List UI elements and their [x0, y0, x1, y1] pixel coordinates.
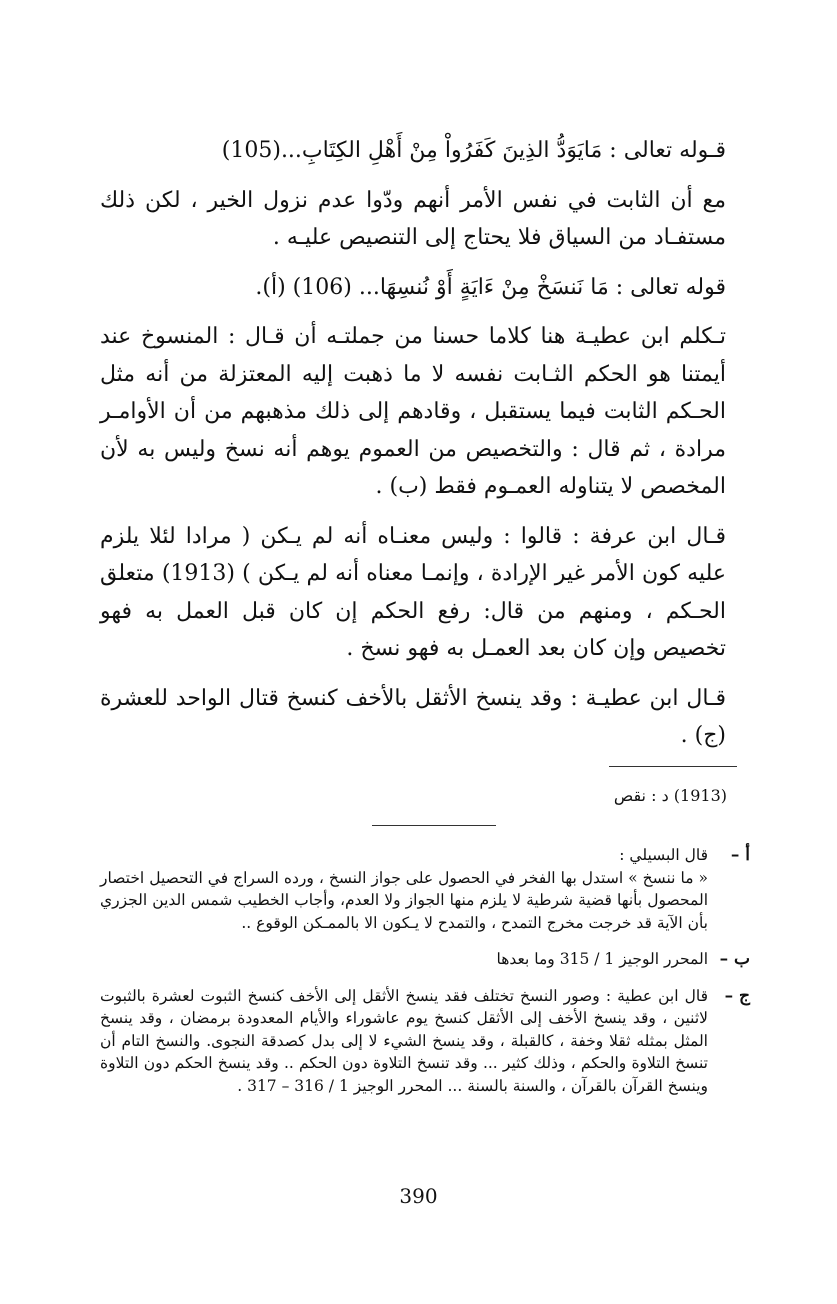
page-number: 390	[399, 1184, 438, 1208]
note-c	[100, 985, 750, 1098]
note-mark: أ –	[730, 845, 750, 865]
note-mark: ب –	[719, 949, 750, 969]
note-line: « ما ننسخ » استدل بها الفخر في الحصول على جواز النسخ ، ورده السراج في التحصيل اختصار المحصول بأنها قضية شرطية لا يلزم منها الجواز ولا العدم، وأجاب الخطيب شمس الدين الجزري بأن الآية قد خرجت مخرج التمدح ، والتمدح لا يـكون الا بالممـكن الوقوع ..	[100, 868, 708, 932]
note-body	[100, 948, 708, 971]
footnote-separator	[609, 766, 737, 767]
paragraph-ibn-arafa: قـال ابن عرفة : قالوا : وليس معنـاه أنه لم يـكن ( مرادا لئلا يلزم عليه كون الأمر غير الإرادة ، وإنمـا معناه أنه لم يـكن ) (1913) متعلق الحـكم ، ومنهم من قال: رفع الحكم إن كان قبل العمل به فهو تخصيص وإن كان بعد العمـل به فهو نسخ .	[100, 523, 726, 661]
note-body	[100, 985, 708, 1098]
paragraph-ibn-atiyya: تـكلم ابن عطيـة هنا كلاما حسنا من جملتـه أن قـال : المنسوخ عند أيمتنا هو الحكم الثـابت نفسه لا ما ذهبت إليه المعتزلة من أنه مثل الحـكم الثابت فيما يستقبل ، وقادهم إلى ذلك مذهبهم من أن الأوامـر مرادة ، ثم قال : والتخصيص من العموم يوهم أنه نسخ وليس به لأن المخصص لا يتناوله العمـوم فقط (ب) .	[100, 324, 726, 499]
verse-105: قـوله تعالى : مَايَوَدُّ الذِينَ كَفَرُواْ مِنْ أَهْلِ الكِتَابِ...(105)	[221, 138, 726, 163]
note-body	[100, 844, 708, 934]
paragraph-ibn-atiyya-naskh: قـال ابن عطيـة : وقد ينسخ الأثقل بالأخف كنسخ قتال الواحد للعشرة (ج) .	[100, 685, 726, 748]
note-mark: ج –	[724, 985, 750, 1006]
main-text	[100, 132, 726, 767]
note-line: قال ابن عطية : وصور النسخ تختلف فقد ينسخ الأثقل إلى الأخف كنسخ الثبوت لعشرة بالثبوت لاثنين ، وقد ينسخ الأخف إلى الأثقل كنسخ يوم عاشوراء والأيام المعدودة برمضان ، وقد ينسخ المثل بمثله ثقلا وخفة ، كالقبلة ، وقد ينسخ الشيء لا إلى بدل كصدقة النجوى. والنسخ التام أن تنسخ التلاوة والحكم ، وذلك كثير ... وقد تنسخ التلاوة دون الحكم .. وقد ينسخ الحكم دون التلاوة وينسخ القرآن بالقرآن ، والسنة بالسنة ... المحرر الوجيز 1 / 316 – 317 .	[100, 986, 708, 1095]
note-line: المحرر الوجيز 1 / 315 وما بعدها	[496, 950, 708, 968]
paragraph-commentary-105: مع أن الثابت في نفس الأمر أنهم ودّوا عدم نزول الخير ، لكن ذلك مستفـاد من السياق فلا يحتاج إلى التنصيص عليـه .	[100, 187, 726, 250]
verse-106: قوله تعالى : مَا نَنسَخْ مِنْ ءَايَةٍ أَوْ نُنسِهَا... (106) (أ).	[255, 274, 726, 300]
notes-separator	[372, 825, 496, 826]
note-b	[100, 948, 750, 971]
editor-notes	[100, 844, 750, 1111]
note-line: قال البسيلي :	[619, 846, 708, 864]
footnote-1913: (1913) د : نقص	[613, 786, 727, 805]
note-a	[100, 844, 750, 934]
